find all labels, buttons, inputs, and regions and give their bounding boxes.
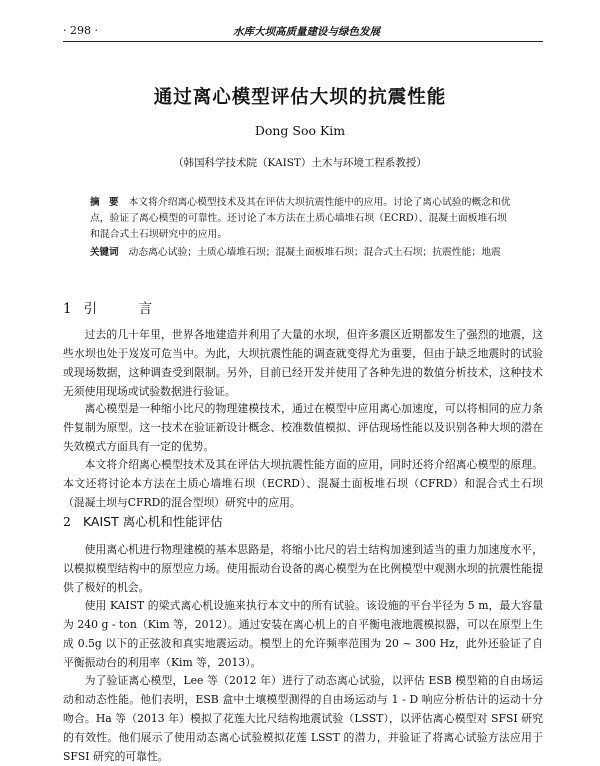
paragraph: 过去的几十年里，世界各地建造并利用了大量的水坝，但许多震区近期都发生了强烈的地震，这些水坝也处于岌岌可危当中。为此，大坝抗震性能的调查就变得尤为重要，但由于缺乏地震时的试验或现场数据，这种调查受到限制。另外，目前已经开发并使用了各种先进的数值分析技术，这种技术无须使用现场或试验数据进行验证。: [63, 328, 543, 398]
page-number: · 298 ·: [63, 24, 98, 37]
abstract-block: [90, 195, 513, 243]
keywords-block: [90, 245, 513, 261]
section-1-number: 1: [63, 301, 72, 317]
article-author: Dong Soo Kim: [254, 123, 346, 138]
section-2-title: KAIST 离心机和性能评估: [82, 514, 223, 529]
section-1-title: 引 言: [83, 301, 167, 317]
section-2-heading: [63, 512, 223, 530]
author-affiliation: （韩国科学技术院（KAIST）土木与环境工程系教授）: [173, 157, 427, 169]
keywords-text: 动态离心试验；土质心墙堆石坝；混凝土面板堆石坝；混合式土石坝；抗震性能；地震: [128, 247, 501, 258]
running-header: [63, 24, 543, 40]
section-2-number: 2: [63, 514, 71, 529]
abstract-label: 摘 要: [90, 197, 119, 208]
keywords-label: 关键词: [90, 247, 119, 258]
paragraph: 为了验证离心模型，Lee 等（2012 年）进行了动态离心试验，以评估 ESB 模型箱的自由场运动和动态性能。他们表明，ESB 盒中土壤模型测得的自由场运动与 1 - D 响应分析估计的运动十分吻合。Ha 等（2013 年）模拟了花莲大比尺结构地震试验（LSST），以评估离心模型对 SFSI 研究的有效性。他们展示了使用动态离心试验模拟花莲 LSST 的潜力，并验证了将离心试验方法应用于 SFSI 研究的可靠性。: [63, 674, 543, 763]
paragraph: 离心模型是一种缩小比尺的物理建模技术，通过在模型中应用离心加速度，可以将相同的应力条件复制为原型。这一技术在验证新设计概念、校准数值模拟、评估现场性能以及识别各种大坝的潜在失效模式方面具有一定的优势。: [63, 402, 543, 453]
journal-title: 水库大坝高质量建设与绿色发展: [233, 26, 380, 38]
abstract-text: 本文将介绍离心模型技术及其在评估大坝抗震性能中的应用。讨论了离心试验的概念和优点，验证了离心模型的可靠性。还讨论了本方法在土质心墙堆石坝（ECRD）、混凝土面板堆石坝和混合式土石坝研究中的应用。: [90, 197, 511, 240]
article-title: 通过离心模型评估大坝的抗震性能: [153, 87, 447, 108]
paragraph: 使用离心机进行物理建模的基本思路是，将缩小比尺的岩土结构加速到适当的重力加速度水平，以模拟模型结构中的原型应力场。使用振动台设备的离心模型为在比例模型中观测水坝的抗震性能提供了极好的机会。: [63, 543, 543, 594]
paragraph: 使用 KAIST 的梁式离心机设施来执行本文中的所有试验。该设施的平台半径为 5 m，最大容量为 240 g - ton（Kim 等，2012）。通过安装在离心机上的自平衡电液地震模拟器，可以在原型上生成 0.5g 以下的正弦波和真实地震运动。模型上的允许频率范围为 20 ~ 300 Hz，此外还验证了自平衡振动台的利用率（Kim 等，2013）。: [63, 599, 543, 669]
section-1-heading: [63, 297, 166, 317]
paragraph: 本文将介绍离心模型技术及其在评估大坝抗震性能方面的应用，同时还将介绍离心模型的原理。本文还将讨论本方法在土质心墙堆石坝（ECRD）、混凝土面板堆石坝（CFRD）和混合式土石坝（混凝土坝与CFRD的混合型坝）研究中的应用。: [63, 458, 543, 509]
header-rule: [63, 41, 543, 42]
